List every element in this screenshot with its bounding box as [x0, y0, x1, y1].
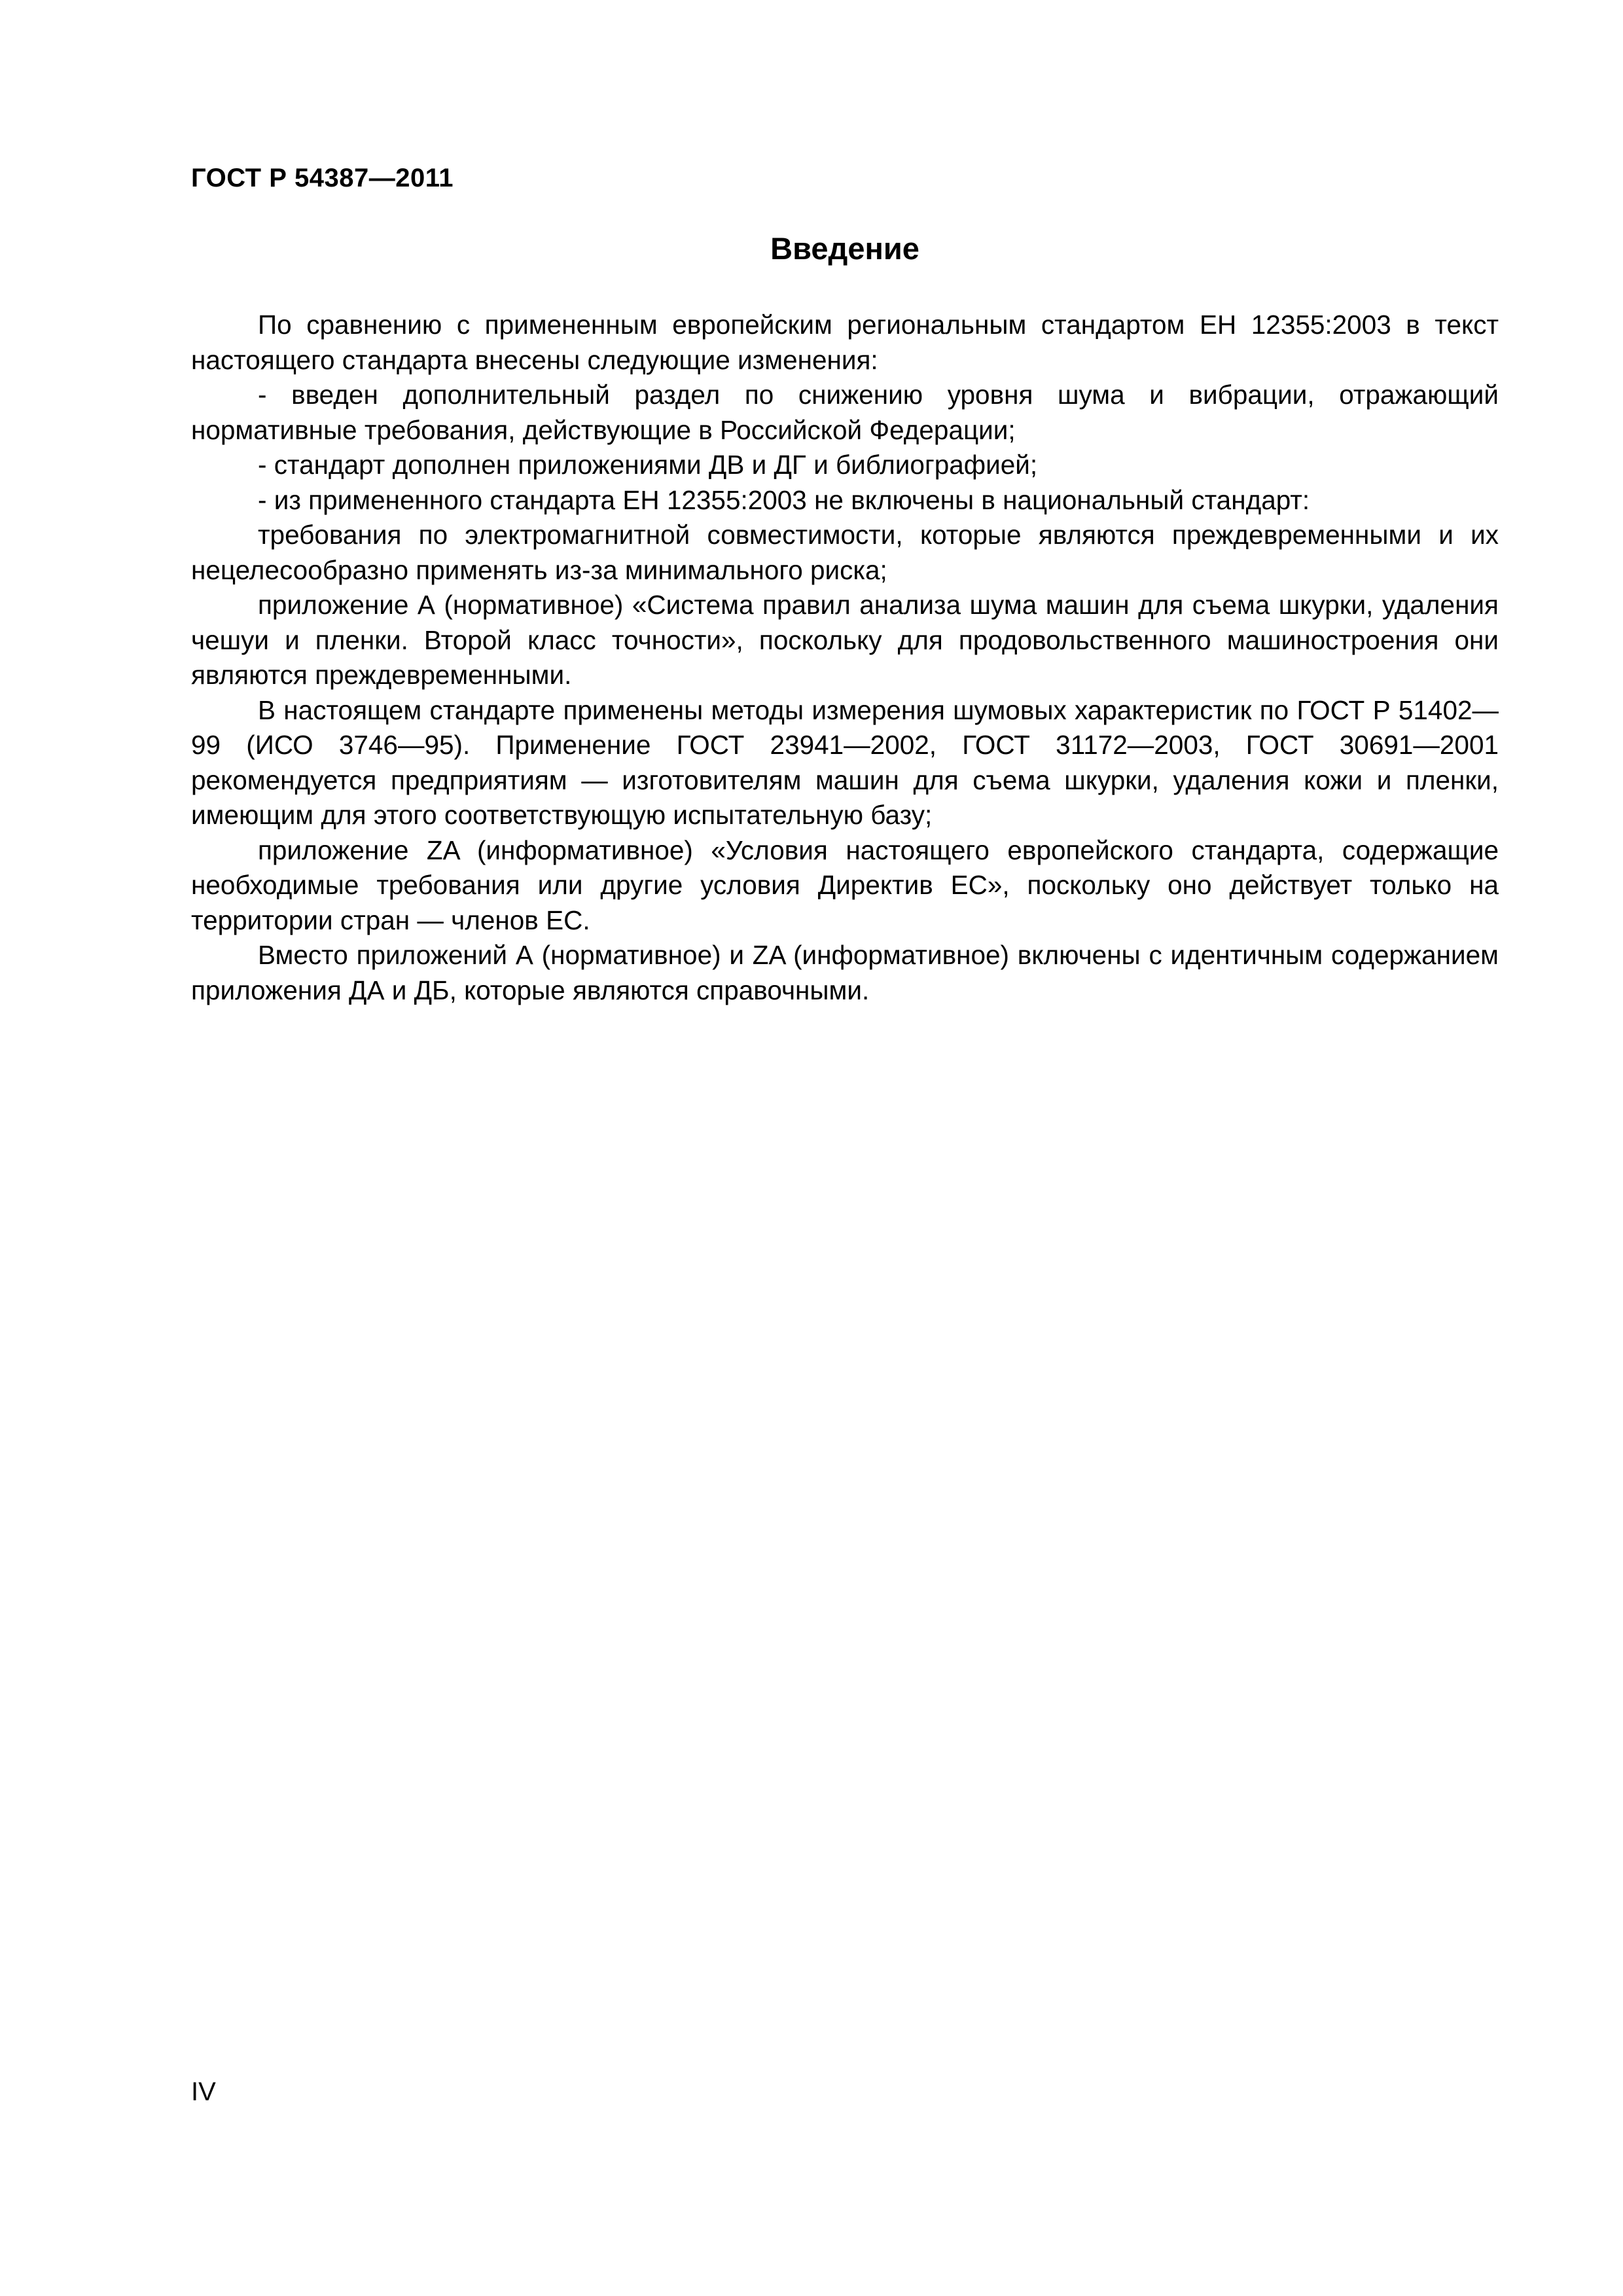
list-item: - из примененного стандарта ЕН 12355:2003 не включены в национальный стандарт: [258, 484, 1310, 515]
document-code-header: ГОСТ Р 54387—2011 [191, 164, 454, 192]
body-text [191, 308, 1499, 1008]
paragraph: В настоящем стандарте применены методы измерения шумовых характеристик по ГОСТ Р 51402—99 (ИСО 3746—95). Применение ГОСТ 23941—2002, ГОСТ 31172—2003, ГОСТ 30691—2001 рекомендуется предприятиям — изготовителям машин для съема шкурки, удаления кожи и пленки, имеющим для этого соответствующую испытательную базу; [191, 694, 1499, 830]
list-item: - введен дополнительный раздел по снижению уровня шума и вибрации, отражающий нормативные требования, действующие в Российской Федерации; [191, 380, 1499, 445]
paragraph: требования по электромагнитной совместимости, которые являются преждевременными и их нецелесообразно применять из-за минимального риска; [191, 520, 1499, 585]
paragraph: Вместо приложений А (нормативное) и ZA (информативное) включены с идентичным содержанием приложения ДА и ДБ, которые являются справочными. [191, 940, 1499, 1005]
paragraph: приложение ZA (информативное) «Условия настоящего европейского стандарта, содержащие необходимые требования или другие условия Директив ЕС», поскольку оно действует только на территории стран — членов ЕС. [191, 834, 1499, 935]
paragraph: По сравнению с примененным европейским региональным стандартом ЕН 12355:2003 в текст настоящего стандарта внесены следующие изменения: [191, 310, 1499, 375]
paragraph: приложение А (нормативное) «Система правил анализа шума машин для съема шкурки, удаления чешуи и пленки. Второй класс точности», поскольку для продовольственного машиностроения они являются преждевременными. [191, 590, 1499, 690]
page-number: IV [191, 2077, 216, 2106]
section-title: Введение [770, 231, 919, 266]
list-item: - стандарт дополнен приложениями ДВ и ДГ и библиографией; [258, 450, 1038, 480]
